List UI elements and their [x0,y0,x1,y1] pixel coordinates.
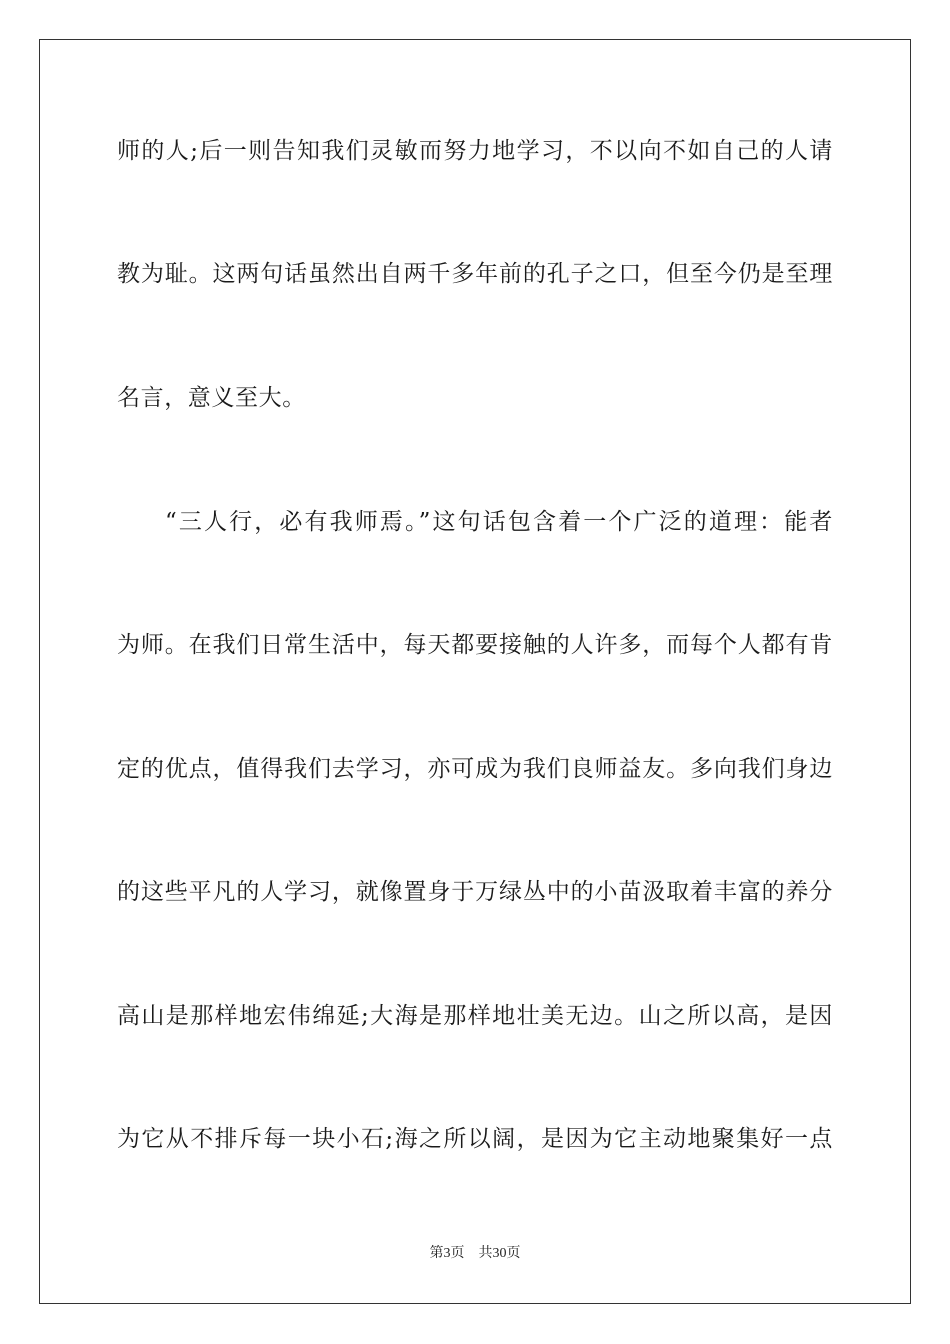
text-line-8: 高山是那样地宏伟绵延;大海是那样地壮美无边。山之所以高，是因 [117,1003,833,1029]
page-number-current: 第3页 [429,1246,465,1261]
text-line-7: 的这些平凡的人学习，就像置身于万绿丛中的小苗汲取着丰富的养分 [117,879,833,905]
text-line-4: “三人行，必有我师焉。”这句话包含着一个广泛的道理：能者 [165,509,833,535]
text-line-2: 教为耻。这两句话虽然出自两千多年前的孔子之口，但至今仍是至理 [117,261,833,287]
text-line-5: 为师。在我们日常生活中，每天都要接触的人许多，而每个人都有肯 [117,632,833,658]
page-number-total: 共30页 [478,1246,521,1261]
text-line-6: 定的优点，值得我们去学习，亦可成为我们良师益友。多向我们身边 [117,756,833,782]
text-line-3: 名言，意义至大。 [117,385,306,411]
page-footer [0,1245,950,1263]
page-border [39,39,911,1304]
text-line-9: 为它从不排斥每一块小石;海之所以阔，是因为它主动地聚集好一点 [117,1126,833,1152]
text-line-1: 师的人;后一则告知我们灵敏而努力地学习，不以向不如自己的人请 [117,138,833,164]
